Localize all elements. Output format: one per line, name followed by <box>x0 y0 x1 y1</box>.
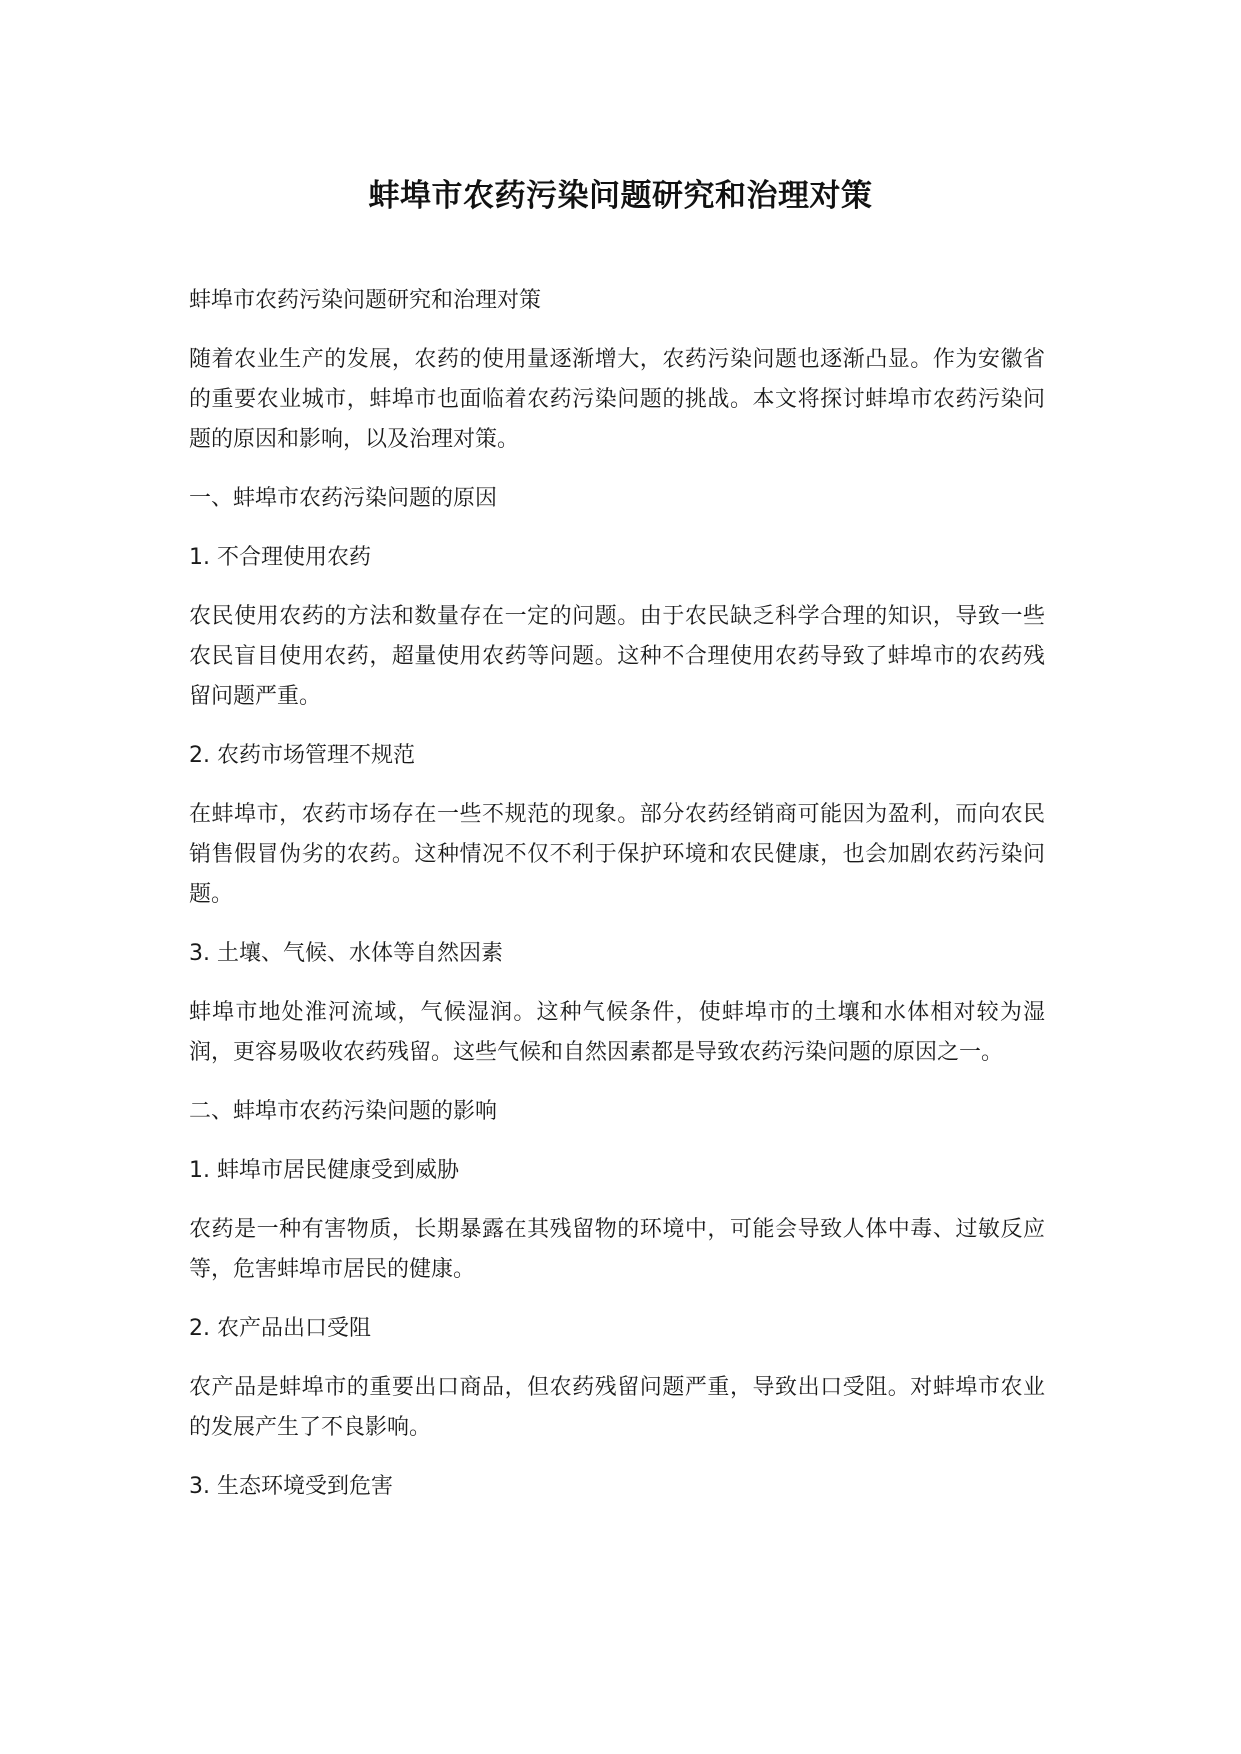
subheading-impact-2: 2. 农产品出口受阻 <box>189 1316 371 1341</box>
subheading-impact-1: 1. 蚌埠市居民健康受到威胁 <box>189 1158 459 1183</box>
impact-1-paragraph: 农药是一种有害物质，长期暴露在其残留物的环境中，可能会导致人体中毒、过敏反应等，危害蚌埠市居民的健康。 <box>189 1217 1045 1282</box>
impact-2-paragraph: 农产品是蚌埠市的重要出口商品，但农药残留问题严重，导致出口受阻。对蚌埠市农业的发展产生了不良影响。 <box>189 1375 1045 1440</box>
document-title: 蚌埠市农药污染问题研究和治理对策 <box>368 178 873 214</box>
section-heading-impacts: 二、蚌埠市农药污染问题的影响 <box>189 1099 498 1124</box>
intro-paragraph: 随着农业生产的发展，农药的使用量逐渐增大，农药污染问题也逐渐凸显。作为安徽省的重要农业城市，蚌埠市也面临着农药污染问题的挑战。本文将探讨蚌埠市农药污染问题的原因和影响，以及治理对策。 <box>189 347 1045 452</box>
subheading-cause-3: 3. 土壤、气候、水体等自然因素 <box>189 941 503 966</box>
document-body <box>189 281 1045 1526</box>
subtitle-paragraph: 蚌埠市农药污染问题研究和治理对策 <box>189 288 542 313</box>
section-heading-causes: 一、蚌埠市农药污染问题的原因 <box>189 486 498 511</box>
subheading-cause-1: 1. 不合理使用农药 <box>189 545 371 570</box>
subheading-cause-2: 2. 农药市场管理不规范 <box>189 743 415 768</box>
cause-1-paragraph: 农民使用农药的方法和数量存在一定的问题。由于农民缺乏科学合理的知识，导致一些农民盲目使用农药，超量使用农药等问题。这种不合理使用农药导致了蚌埠市的农药残留问题严重。 <box>189 604 1045 709</box>
subheading-impact-3: 3. 生态环境受到危害 <box>189 1474 393 1499</box>
cause-2-paragraph: 在蚌埠市，农药市场存在一些不规范的现象。部分农药经销商可能因为盈利，而向农民销售假冒伪劣的农药。这种情况不仅不利于保护环境和农民健康，也会加剧农药污染问题。 <box>189 802 1045 907</box>
cause-3-paragraph: 蚌埠市地处淮河流域，气候湿润。这种气候条件，使蚌埠市的土壤和水体相对较为湿润，更容易吸收农药残留。这些气候和自然因素都是导致农药污染问题的原因之一。 <box>189 1000 1045 1065</box>
